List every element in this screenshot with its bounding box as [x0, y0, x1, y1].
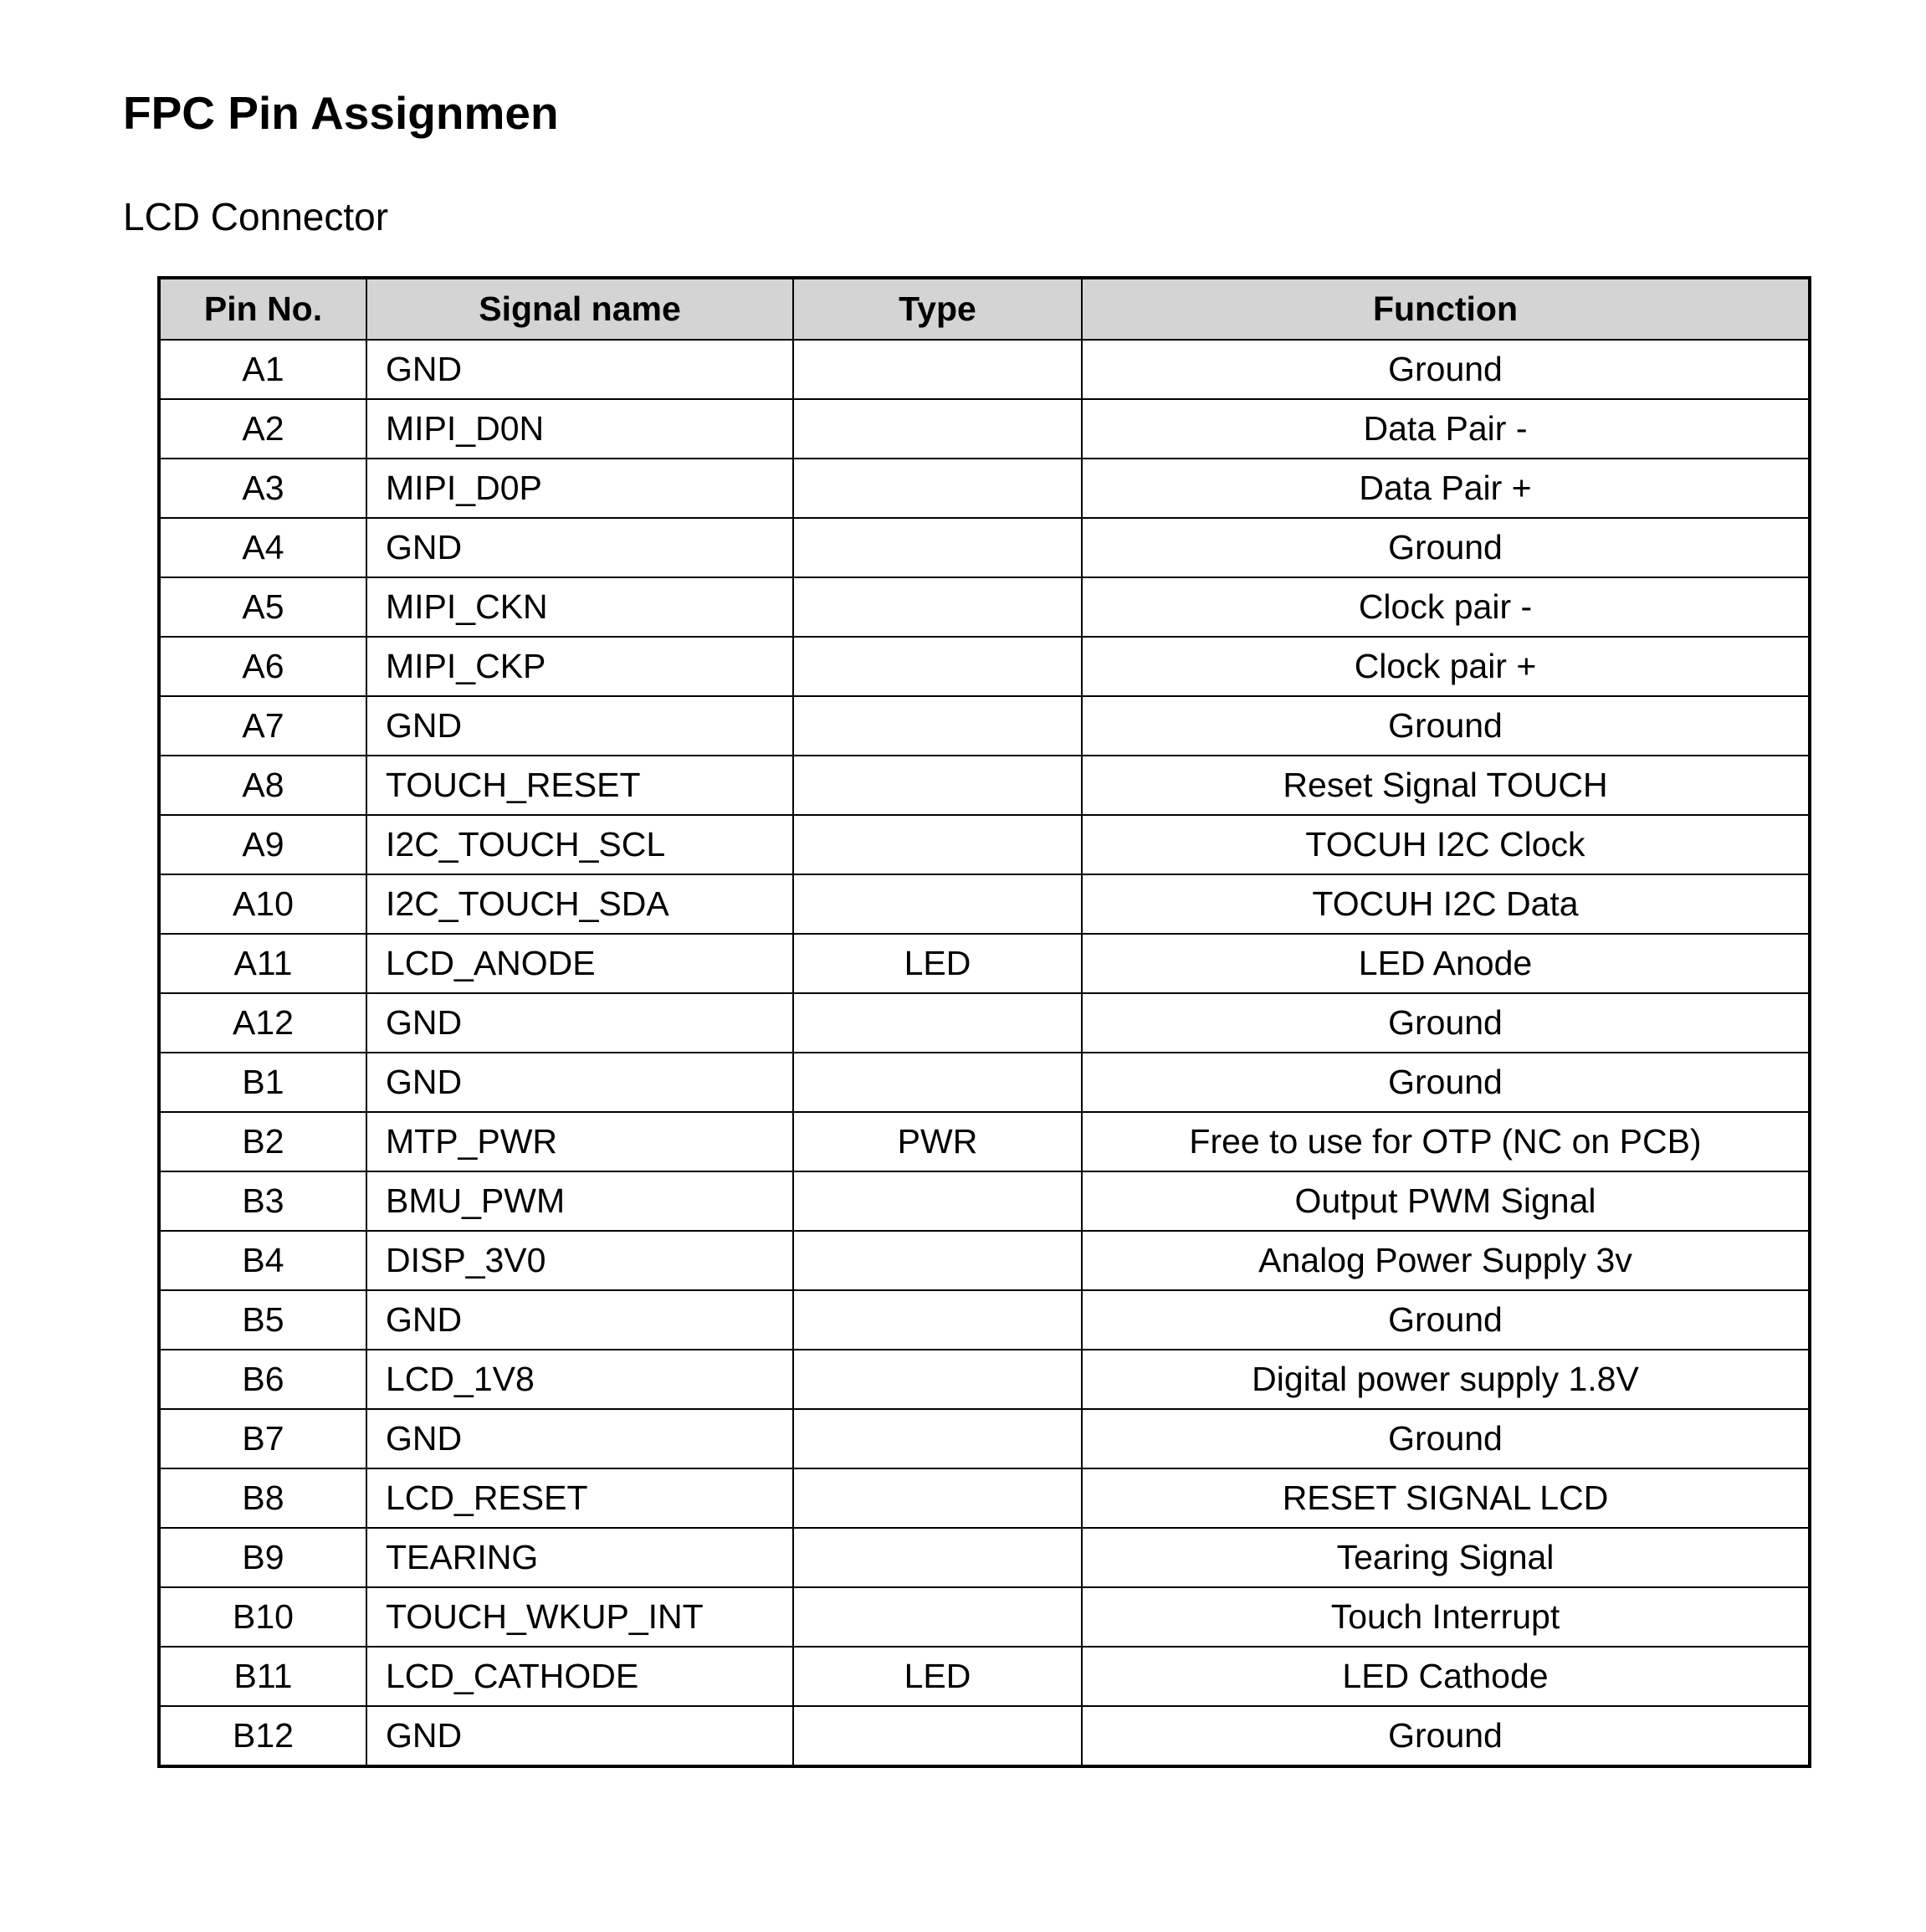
- cell-type: [793, 1350, 1082, 1409]
- cell-signal-name: GND: [366, 518, 793, 577]
- table-row: [159, 993, 1810, 1053]
- cell-signal-name: GND: [366, 696, 793, 756]
- table-row: [159, 874, 1810, 934]
- cell-type: [793, 1528, 1082, 1587]
- cell-pin-no: A3: [159, 459, 366, 518]
- cell-pin-no: B3: [159, 1171, 366, 1231]
- cell-type: [793, 815, 1082, 874]
- cell-function: LED Cathode: [1082, 1647, 1810, 1706]
- page-title: FPC Pin Assignmen: [123, 86, 559, 139]
- table-row: [159, 815, 1810, 874]
- cell-pin-no: A7: [159, 696, 366, 756]
- table-row: [159, 934, 1810, 993]
- table-row: [159, 1468, 1810, 1528]
- cell-function: RESET SIGNAL LCD: [1082, 1468, 1810, 1528]
- table-row: [159, 1409, 1810, 1468]
- table-row: [159, 1053, 1810, 1112]
- cell-type: [793, 1468, 1082, 1528]
- cell-function: Ground: [1082, 518, 1810, 577]
- cell-signal-name: I2C_TOUCH_SDA: [366, 874, 793, 934]
- header-signal-name: Signal name: [366, 278, 793, 340]
- cell-signal-name: GND: [366, 340, 793, 399]
- cell-function: LED Anode: [1082, 934, 1810, 993]
- cell-pin-no: A4: [159, 518, 366, 577]
- cell-function: Tearing Signal: [1082, 1528, 1810, 1587]
- cell-type: [793, 1171, 1082, 1231]
- cell-type: [793, 459, 1082, 518]
- cell-type: [793, 577, 1082, 637]
- cell-function: Clock pair -: [1082, 577, 1810, 637]
- cell-pin-no: A6: [159, 637, 366, 696]
- cell-type: [793, 399, 1082, 459]
- cell-type: [793, 340, 1082, 399]
- cell-signal-name: LCD_RESET: [366, 1468, 793, 1528]
- cell-type: [793, 1053, 1082, 1112]
- cell-function: Free to use for OTP (NC on PCB): [1082, 1112, 1810, 1171]
- table-row: [159, 340, 1810, 399]
- cell-pin-no: A5: [159, 577, 366, 637]
- cell-pin-no: A11: [159, 934, 366, 993]
- table-row: [159, 696, 1810, 756]
- cell-pin-no: A1: [159, 340, 366, 399]
- cell-signal-name: GND: [366, 1706, 793, 1766]
- cell-type: [793, 1409, 1082, 1468]
- cell-pin-no: B5: [159, 1290, 366, 1350]
- cell-type: LED: [793, 1647, 1082, 1706]
- cell-signal-name: TOUCH_WKUP_INT: [366, 1587, 793, 1647]
- cell-pin-no: B2: [159, 1112, 366, 1171]
- table-row: [159, 1231, 1810, 1290]
- cell-pin-no: B12: [159, 1706, 366, 1766]
- cell-signal-name: GND: [366, 1290, 793, 1350]
- cell-pin-no: B4: [159, 1231, 366, 1290]
- table-row: [159, 459, 1810, 518]
- cell-pin-no: A8: [159, 756, 366, 815]
- cell-signal-name: MIPI_D0N: [366, 399, 793, 459]
- cell-signal-name: LCD_1V8: [366, 1350, 793, 1409]
- cell-type: [793, 1706, 1082, 1766]
- header-function: Function: [1082, 278, 1810, 340]
- section-title: LCD Connector: [123, 195, 389, 239]
- table-row: [159, 1171, 1810, 1231]
- cell-pin-no: B7: [159, 1409, 366, 1468]
- cell-function: Digital power supply 1.8V: [1082, 1350, 1810, 1409]
- cell-function: Data Pair +: [1082, 459, 1810, 518]
- header-type: Type: [793, 278, 1082, 340]
- table-body: [159, 340, 1810, 1766]
- cell-function: Ground: [1082, 340, 1810, 399]
- cell-signal-name: MIPI_CKP: [366, 637, 793, 696]
- cell-function: Clock pair +: [1082, 637, 1810, 696]
- cell-function: Analog Power Supply 3v: [1082, 1231, 1810, 1290]
- table-row: [159, 1647, 1810, 1706]
- cell-function: Ground: [1082, 993, 1810, 1053]
- cell-type: [793, 1587, 1082, 1647]
- cell-signal-name: MIPI_D0P: [366, 459, 793, 518]
- table-row: [159, 577, 1810, 637]
- cell-signal-name: BMU_PWM: [366, 1171, 793, 1231]
- cell-function: Touch Interrupt: [1082, 1587, 1810, 1647]
- cell-signal-name: GND: [366, 1053, 793, 1112]
- cell-pin-no: B1: [159, 1053, 366, 1112]
- table-row: [159, 1528, 1810, 1587]
- cell-function: Ground: [1082, 1706, 1810, 1766]
- cell-pin-no: A10: [159, 874, 366, 934]
- cell-signal-name: TEARING: [366, 1528, 793, 1587]
- cell-type: PWR: [793, 1112, 1082, 1171]
- cell-signal-name: DISP_3V0: [366, 1231, 793, 1290]
- cell-type: [793, 518, 1082, 577]
- table-row: [159, 1587, 1810, 1647]
- cell-function: Data Pair -: [1082, 399, 1810, 459]
- cell-signal-name: I2C_TOUCH_SCL: [366, 815, 793, 874]
- cell-pin-no: B11: [159, 1647, 366, 1706]
- table-row: [159, 1290, 1810, 1350]
- table-row: [159, 637, 1810, 696]
- cell-pin-no: A9: [159, 815, 366, 874]
- cell-signal-name: LCD_CATHODE: [366, 1647, 793, 1706]
- cell-function: Output PWM Signal: [1082, 1171, 1810, 1231]
- pin-assignment-table: [157, 276, 1811, 1768]
- table-row: [159, 1706, 1810, 1766]
- cell-pin-no: B10: [159, 1587, 366, 1647]
- cell-pin-no: A2: [159, 399, 366, 459]
- cell-function: Reset Signal TOUCH: [1082, 756, 1810, 815]
- cell-function: TOCUH I2C Clock: [1082, 815, 1810, 874]
- cell-function: Ground: [1082, 1409, 1810, 1468]
- cell-type: [793, 696, 1082, 756]
- cell-type: [793, 1290, 1082, 1350]
- cell-signal-name: MIPI_CKN: [366, 577, 793, 637]
- cell-pin-no: A12: [159, 993, 366, 1053]
- cell-signal-name: MTP_PWR: [366, 1112, 793, 1171]
- cell-pin-no: B8: [159, 1468, 366, 1528]
- table-row: [159, 1112, 1810, 1171]
- table-row: [159, 518, 1810, 577]
- table-row: [159, 1350, 1810, 1409]
- cell-type: [793, 756, 1082, 815]
- header-pin-no: Pin No.: [159, 278, 366, 340]
- cell-type: [793, 993, 1082, 1053]
- cell-function: Ground: [1082, 1290, 1810, 1350]
- cell-pin-no: B9: [159, 1528, 366, 1587]
- cell-type: LED: [793, 934, 1082, 993]
- cell-type: [793, 637, 1082, 696]
- cell-signal-name: TOUCH_RESET: [366, 756, 793, 815]
- table-row: [159, 756, 1810, 815]
- cell-function: Ground: [1082, 696, 1810, 756]
- cell-function: TOCUH I2C Data: [1082, 874, 1810, 934]
- cell-signal-name: GND: [366, 1409, 793, 1468]
- cell-pin-no: B6: [159, 1350, 366, 1409]
- cell-signal-name: LCD_ANODE: [366, 934, 793, 993]
- cell-type: [793, 874, 1082, 934]
- cell-type: [793, 1231, 1082, 1290]
- table-row: [159, 399, 1810, 459]
- cell-signal-name: GND: [366, 993, 793, 1053]
- table-header-row: [159, 278, 1810, 340]
- cell-function: Ground: [1082, 1053, 1810, 1112]
